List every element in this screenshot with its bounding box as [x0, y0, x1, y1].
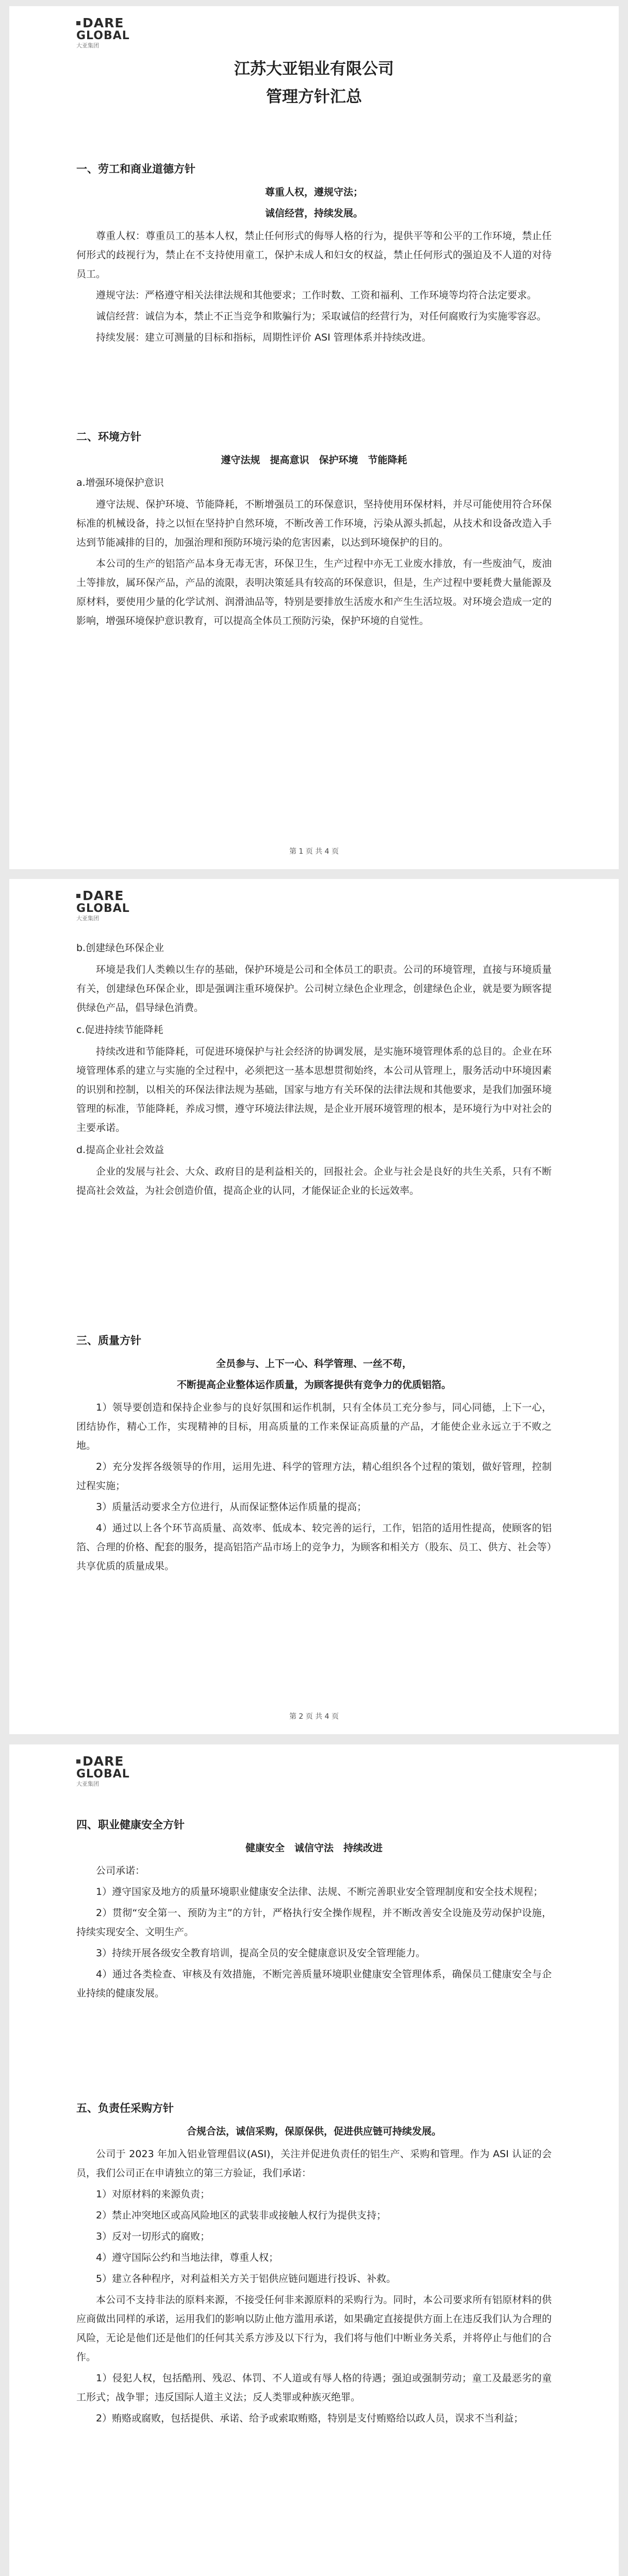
- list-item: 5）建立各种程序，对利益相关方关于铝供应链问题进行投诉、补救。: [96, 2273, 396, 2284]
- logo-text-line1: DARE: [82, 15, 124, 30]
- list-item: 3）反对一切形式的腐败；: [96, 2231, 210, 2242]
- list-item: 2）充分发挥各级领导的作用，运用先进、科学的管理方法，精心组织各个过程的策划，做好管理，控制过程实施；: [76, 1461, 552, 1492]
- paragraph: 公司承诺：: [96, 1865, 145, 1876]
- document-page-2: [9, 879, 619, 1734]
- section-quality: [76, 1332, 552, 1578]
- logo-text-line2: GLOBAL: [76, 902, 130, 915]
- paragraph: 持续改进和节能降耗，可促进环境保护与社会经济的协调发展，是实施环境管理体系的总目的。企业在环境管理体系的建立与实施的全过程中，必须把这一基本思想贯彻始终，本公司从管理上，服务活动中环境因素的识别和控制，以相关的环保法律法规为基础，国家与地方有关环保的法律法规和其他要求，是我们加强环境管理的标准，节能降耗，养成习惯，遵守环境法律法规，是企业开展环境管理的根本，是环境行为中对社会的主要承诺。: [76, 1046, 552, 1133]
- section-environment-continued: [76, 936, 552, 1202]
- logo-text-line1: DARE: [82, 888, 124, 903]
- list-item: 3）持续开展各级安全教育培训，提高全员的安全健康意识及安全管理能力。: [96, 1947, 426, 1959]
- section-environment: [76, 429, 552, 633]
- logo-text-cn: 大亚集团: [76, 1781, 99, 1787]
- list-item: 2）贯彻“安全第一、预防为主”的方针，严格执行安全操作规程，并不断改善安全设施及劳动保护设施，持续实现安全、文明生产。: [76, 1907, 552, 1938]
- policy-slogan: 诚信经营，持续发展。: [265, 208, 363, 219]
- section-ohs: [76, 1817, 552, 2005]
- paragraph: 遵守法规、保护环境、节能降耗，不断增强员工的环保意识，坚持使用环保材料，并尽可能使用符合环保标准的机械设备，持之以恒在坚持护自然环境，不断改善工作环境，污染从源头抓起，从技术和设备改造入手达到节能减排的目的，加强治理和预防环境污染的危害因素，以达到环境保护的目的。: [76, 499, 552, 548]
- policy-slogan: 全员参与、上下一心、科学管理、一丝不苟，: [216, 1358, 412, 1369]
- section-heading: 五、负责任采购方针: [76, 2102, 174, 2114]
- subsection-heading: a.增强环境保护意识: [76, 477, 164, 488]
- section-heading: 二、环境方针: [76, 431, 141, 443]
- subsection-heading: d.提高企业社会效益: [76, 1144, 164, 1156]
- logo-text-cn: 大亚集团: [76, 42, 99, 49]
- policy-slogan: 健康安全 诚信守法 持续改进: [245, 1842, 383, 1854]
- section-heading: 一、劳工和商业道德方针: [76, 163, 195, 175]
- section-heading: 四、职业健康安全方针: [76, 1819, 185, 1831]
- logo-text-line1: DARE: [82, 1754, 124, 1769]
- company-logo: [76, 889, 138, 922]
- paragraph: 诚信经营：诚信为本，禁止不正当竞争和欺骗行为；采取诚信的经营行为，对任何腐败行为实施零容忍。: [96, 311, 547, 322]
- page-number: 第 2 页 共 4 页: [289, 1713, 339, 1721]
- policy-slogan: 不断提高企业整体运作质量，为顾客提供有竞争力的优质铝箔。: [176, 1379, 451, 1391]
- document-page-3: [9, 1744, 619, 2576]
- section-responsible-sourcing: [76, 2100, 552, 2430]
- paragraph: 持续发展：建立可测量的目标和指标，周期性评价 ASI 管理体系并持续改进。: [96, 332, 432, 343]
- policy-slogan: 合规合法，诚信采购，保原保供，促进供应链可持续发展。: [186, 2126, 441, 2137]
- paragraph: 企业的发展与社会、大众、政府目的是利益相关的，回报社会。企业与社会是良好的共生关系，只有不断提高社会效益，为社会创造价值，提高企业的认同，才能保证企业的长远效率。: [76, 1166, 552, 1196]
- list-item: 4）通过以上各个环节高质量、高效率、低成本、较完善的运行，工作，铝箔的适用性提高，使顾客的铝箔、合理的价格、配套的服务，提高铝箔产品市场上的竞争力，为顾客和相关方（股东、员工、供方、社会等）共享优质的质量成果。: [76, 1522, 552, 1572]
- page-number: 第 1 页 共 4 页: [289, 848, 339, 856]
- document-title: 管理方针汇总: [266, 88, 362, 106]
- policy-slogan: 遵守法规 提高意识 保护环境 节能降耗: [221, 454, 407, 466]
- logo-text-line2: GLOBAL: [76, 29, 130, 42]
- company-logo: [76, 16, 138, 49]
- subsection-heading: c.促进持续节能降耗: [76, 1024, 163, 1036]
- company-logo: [76, 1755, 138, 1788]
- list-item: 1）领导要创造和保持企业参与的良好氛围和运作机制，只有全体员工充分参与，同心同德，上下一心，团结协作，精心工作，实现精神的目标，用高质量的工作来保证高质量的产品，才能使企业永远立于不败之地。: [76, 1402, 552, 1451]
- section-heading: 三、质量方针: [76, 1334, 141, 1347]
- paragraph: 公司于 2023 年加入铝业管理倡议(ASI)，关注并促进负责任的铝生产、采购和管理。作为 ASI 认证的会员，我们公司正在申请独立的第三方验证，我们承诺：: [76, 2148, 552, 2179]
- list-item: 3）质量活动要求全方位进行，从而保证整体运作质量的提高；: [96, 1501, 367, 1513]
- paragraph: 本公司的生产的铝箔产品本身无毒无害，环保卫生，生产过程中亦无工业废水排放，有一些废油气，废油土等排放，属环保产品，产品的流限，表明决策延具有较高的环保意识，但是，生产过程中要耗费大量能源及原材料，要使用少量的化学试剂、润滑油品等，特别是要排放生活废水和产生生活垃圾。对环境会造成一定的影响，增强环境保护意识教育，可以提高全体员工预防污染，保护环境的自觉性。: [76, 558, 552, 626]
- list-item: 1）对原材料的来源负责；: [96, 2189, 210, 2200]
- logo-mark-icon: [76, 894, 80, 898]
- list-item: 2）贿赂或腐败，包括提供、承诺、给予或索取贿赂，特别是支付贿赂给以政人员，误求不当利益；: [96, 2413, 524, 2424]
- paragraph: 遵规守法：严格遵守相关法律法规和其他要求；工作时数、工资和福利、工作环境等均符合法定要求。: [96, 290, 537, 301]
- logo-mark-icon: [76, 1759, 80, 1764]
- company-name: 江苏大亚铝业有限公司: [234, 60, 394, 78]
- document-page-1: [9, 6, 619, 869]
- policy-slogan: 尊重人权，遵规守法；: [265, 187, 363, 198]
- subsection-heading: b.创建绿色环保企业: [76, 942, 164, 954]
- section-labor-ethics: [76, 161, 552, 349]
- list-item: 1）遵守国家及地方的质量环境职业健康安全法律、法规、不断完善职业安全管理制度和安全技术规程；: [96, 1886, 543, 1897]
- list-item: 4）遵守国际公约和当地法律，尊重人权；: [96, 2252, 279, 2263]
- paragraph: 尊重人权：尊重员工的基本人权，禁止任何形式的侮辱人格的行为，提供平等和公平的工作环境，禁止任何形式的歧视行为，禁止在不支持使用童工，保护未成人和妇女的权益，禁止任何形式的强迫及不人道的对待员工。: [76, 230, 552, 280]
- logo-text-line2: GLOBAL: [76, 1768, 130, 1781]
- paragraph: 本公司不支持非法的原料来源，不接受任何非来源原料的采购行为。同时，本公司要求所有铝原材料的供应商做出同样的承诺，运用我们的影响以防止他方滥用承诺，如果确定直接提供方面上在违反我们认为合理的风险，无论是他们还是他们的任何其关系方涉及以下行为，我们将与他们中断业务关系，并将停止与他们的合作。: [76, 2294, 552, 2363]
- list-item: 1）侵犯人权，包括酷刑、残忍、体罚、不人道或有辱人格的待遇；强迫或强制劳动；童工及最恶劣的童工形式；战争罪；违反国际人道主义法；反人类罪或种族灭绝罪。: [76, 2372, 552, 2403]
- logo-text-cn: 大亚集团: [76, 915, 99, 922]
- list-item: 2）禁止冲突地区或高风险地区的武装非或接触人权行为提供支持；: [96, 2210, 387, 2221]
- logo-mark-icon: [76, 21, 80, 25]
- paragraph: 环境是我们人类赖以生存的基础，保护环境是公司和全体员工的职责。公司的环境管理，直接与环境质量有关，创建绿色环保企业，即是强调注重环境保护。公司树立绿色企业理念，创建绿色企业，就是要为顾客提供绿色产品，倡导绿色消费。: [76, 964, 552, 1013]
- list-item: 4）通过各类检查、审核及有效措施，不断完善质量环境职业健康安全管理体系，确保员工健康安全与企业持续的健康发展。: [76, 1969, 552, 1999]
